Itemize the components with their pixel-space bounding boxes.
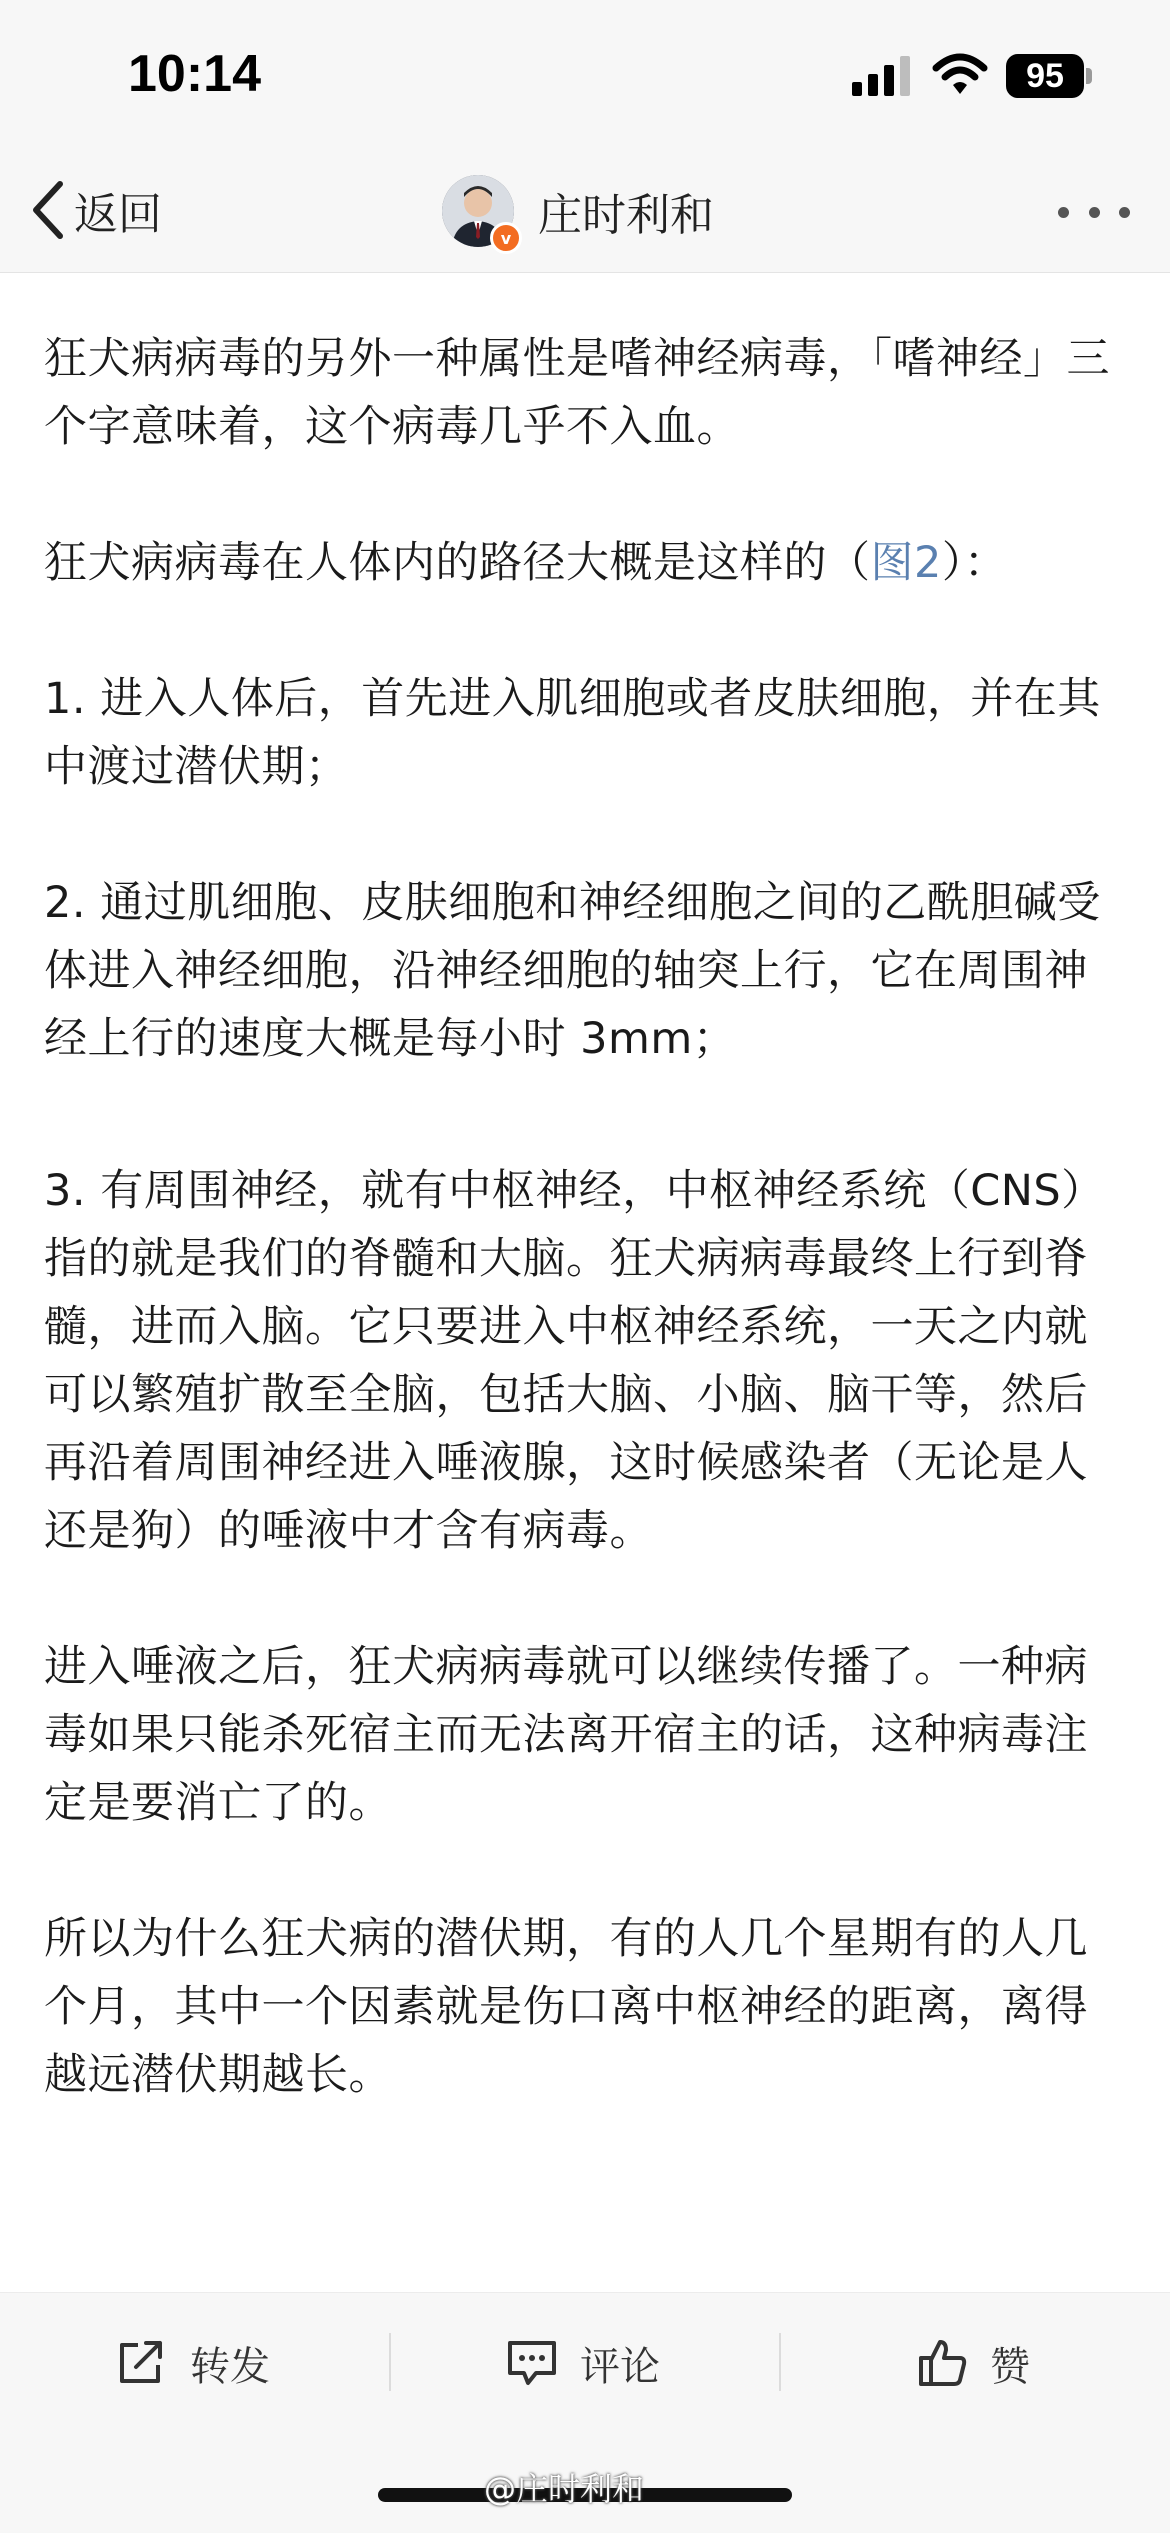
battery-tip [1086,68,1092,84]
paragraph-step-3: 3. 有周围神经，就有中枢神经，中枢神经系统（CNS）指的就是我们的脊髓和大脑。狂犬病病毒最终上行到脊髓，进而入脑。它只要进入中枢神经系统，一天之内就可以繁殖扩散至全脑，包括大脑、小脑、脑干等，然后再沿着周围神经进入唾液腺，这时候感染者（无论是人还是狗）的唾液中才含有病毒。 [44,1166,1105,1556]
share-icon [116,2339,168,2387]
back-chevron-icon [30,180,66,240]
article-body [44,325,1128,2109]
figure-link[interactable]: 图2 [870,538,942,588]
repost-label: 转发 [190,2343,270,2390]
comment-button[interactable] [506,2293,660,2433]
watermark: @庄时利和 [484,2470,645,2508]
paragraph-step-1: 1. 进入人体后，首先进入肌细胞或者皮肤细胞，并在其中渡过潜伏期； [44,674,1101,792]
battery-icon: 95 [1006,54,1084,98]
more-icon[interactable] [1058,194,1130,230]
nav-author[interactable] [442,168,714,254]
paragraph: 进入唾液之后，狂犬病病毒就可以继续传播了。一种病毒如果只能杀死宿主而无法离开宿主的话，这种病毒注定是要消亡了的。 [44,1642,1088,1828]
nav-bar [0,150,1170,273]
comment-label: 评论 [580,2343,660,2390]
path-intro-suffix: ）： [941,538,1008,588]
paragraph: 所以为什么狂犬病的潜伏期，有的人几个星期有的人几个月，其中一个因素就是伤口离中枢神经的距离，离得越远潜伏期越长。 [44,1914,1088,2100]
back-label: 返回 [74,189,162,240]
paragraph-path-intro [44,529,1128,597]
verified-badge-icon: v [490,222,522,254]
toolbar-divider [389,2333,391,2391]
path-intro-text: 狂犬病病毒在人体内的路径大概是这样的（ [44,538,871,588]
signal-icon [852,56,914,96]
repost-button[interactable] [116,2293,270,2433]
like-label: 赞 [990,2343,1030,2390]
paragraph-step-2: 2. 通过肌细胞、皮肤细胞和神经细胞之间的乙酰胆碱受体进入神经细胞，沿神经细胞的轴突上行，它在周围神经上行的速度大概是每小时 3mm； [44,878,1101,1064]
nav-title[interactable]: 庄时利和 [538,190,714,241]
thumbs-up-icon [918,2338,968,2388]
wifi-icon [932,52,988,96]
back-button[interactable] [30,170,162,250]
toolbar-divider [779,2333,781,2391]
status-time: 10:14 [128,45,261,103]
paragraph: 狂犬病病毒的另外一种属性是嗜神经病毒，「嗜神经」三个字意味着，这个病毒几乎不入血。 [44,334,1110,452]
comment-icon [506,2339,558,2387]
status-bar [0,0,1170,150]
like-button[interactable] [918,2293,1030,2433]
